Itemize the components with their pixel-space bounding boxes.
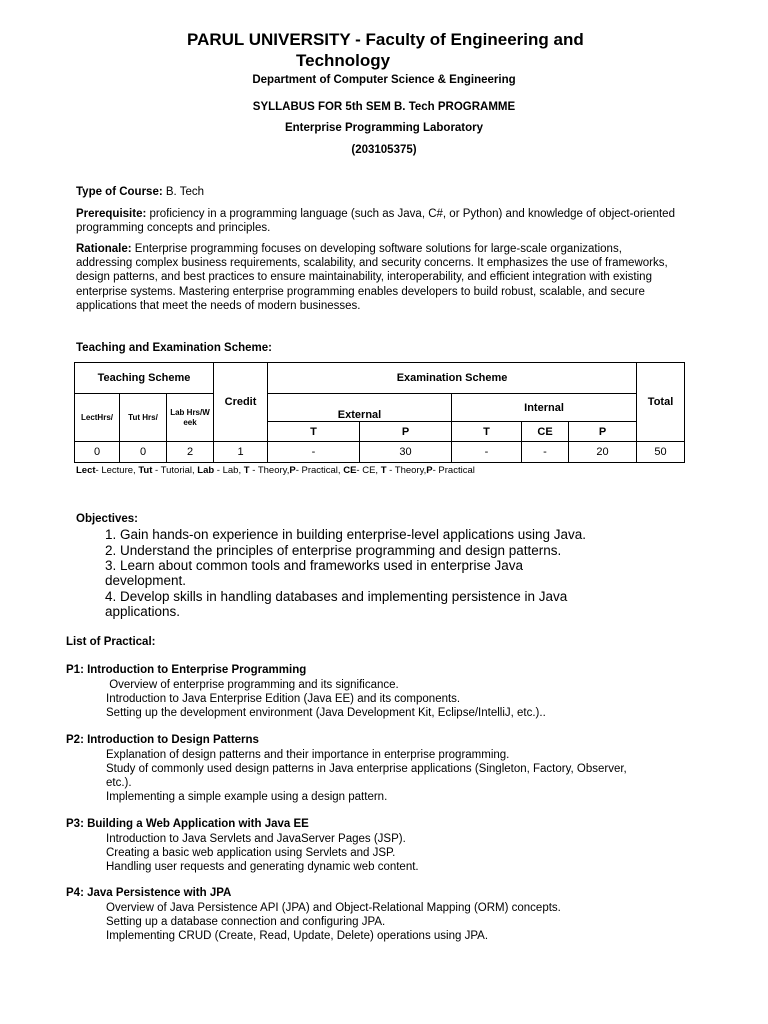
course-code: (203105375) [351,144,417,156]
external-header: External [268,394,452,422]
internal-ce-header: CE [522,422,569,442]
rationale [76,242,676,313]
external-t-header: T [268,422,360,442]
practical-title: P1: Introduction to Enterprise Programming [66,664,307,676]
legend-key: P [426,465,433,476]
scheme-table [74,362,685,463]
practical-title: P3: Building a Web Application with Java EE [66,818,309,830]
legend-value: - Lab, [214,465,244,476]
type-of-course [76,185,676,199]
legend-key: Lab [197,465,215,476]
practical-item: Setting up the development environment (Java Development Kit, Eclipse/IntelliJ, etc.).. [106,707,546,719]
practical-item: Overview of Java Persistence API (JPA) and Object-Relational Mapping (ORM) concepts. [106,902,561,914]
lab-hrs-header: Lab Hrs/W eek [167,394,214,442]
external-p-header: P [360,422,452,442]
internal-ce-value: - [522,442,569,463]
examination-scheme-header: Examination Scheme [268,363,637,394]
legend-value: - CE, [356,465,381,476]
legend-value: - Tutorial, [152,465,198,476]
external-t-value: - [268,442,360,463]
page-title-line1: PARUL UNIVERSITY - Faculty of Engineering and [187,30,584,49]
objective-item: 4. Develop skills in handling databases and implementing persistence in Java applications. [105,588,568,619]
objective-item: 1. Gain hands-on experience in building enterprise-level applications using Java. [105,527,587,542]
lect-value: 0 [75,442,120,463]
department: Department of Computer Science & Engineering [252,74,516,86]
tut-value: 0 [120,442,167,463]
practical-title: P4: Java Persistence with JPA [66,887,232,899]
scheme-heading: Teaching and Examination Scheme: [76,342,272,354]
lab-value: 2 [167,442,214,463]
course-name: Enterprise Programming Laboratory [284,122,484,134]
teaching-scheme-header: Teaching Scheme [75,363,214,394]
external-p-value: 30 [360,442,452,463]
practicals-heading: List of Practical: [66,636,156,648]
rationale-value: Enterprise programming focuses on developing software solutions for large-scale organizations, addressing complex business requirements, scalability, and security concerns. It emphasizes the use of frameworks, design patterns, and best practices to ensure maintainability, interoperability, and efficient integration with existing enterprise systems. Mastering enterprise programming enables developers to build robust, scalable, and secure applications that meet the needs of modern businesses. [76,243,668,312]
lect-hrs-header: LectHrs/ [75,394,120,442]
internal-p-value: 20 [569,442,637,463]
objective-item: 3. Learn about common tools and frameworks used in enterprise Java development. [105,558,523,589]
prereq-label: Prerequisite: [76,208,147,220]
internal-header: Internal [452,394,637,422]
legend-value: - Practical, [295,465,344,476]
rationale-label: Rationale: [76,243,132,255]
legend-value: - Theory, [249,465,290,476]
practical-item: Introduction to Java Servlets and JavaServer Pages (JSP). [106,833,406,845]
legend-key: T [243,465,250,476]
legend-value: - Lecture, [95,465,139,476]
objectives-heading: Objectives: [76,513,138,525]
type-value: B. Tech [165,186,205,198]
practical-item: Overview of enterprise programming and its significance. [106,679,399,691]
practical-item: Study of commonly used design patterns in Java enterprise applications (Singleton, Factory, Observer, etc.). [106,763,627,789]
practical-title: P2: Introduction to Design Patterns [66,734,259,746]
type-label: Type of Course: [76,186,163,198]
legend-value: - Theory, [386,465,427,476]
credit-value: 1 [214,442,268,463]
page-title-line2: Technology [296,51,391,70]
objective-item: 2. Understand the principles of enterprise programming and design patterns. [105,542,562,558]
internal-t-header: T [452,422,522,442]
practical-item: Explanation of design patterns and their importance in enterprise programming. [106,749,510,761]
tut-hrs-header: Tut Hrs/ [120,394,167,442]
syllabus-heading: SYLLABUS FOR 5th SEM B. Tech PROGRAMME [252,101,516,113]
legend-key: CE [343,465,357,476]
legend-value: - Practical [432,465,475,476]
scheme-legend [76,465,475,476]
total-value: 50 [637,442,685,463]
practical-item: Introduction to Java Enterprise Edition (Java EE) and its components. [106,693,461,705]
practical-item: Creating a basic web application using Servlets and JSP. [106,847,396,859]
practical-item: Implementing a simple example using a design pattern. [106,791,388,803]
prerequisite [76,207,676,235]
practical-item: Setting up a database connection and configuring JPA. [106,916,386,928]
total-header: Total [637,363,685,442]
legend-key: Tut [138,465,153,476]
practical-item: Implementing CRUD (Create, Read, Update, Delete) operations using JPA. [106,930,489,942]
credit-header: Credit [214,363,268,442]
legend-key: T [380,465,387,476]
internal-p-header: P [569,422,637,442]
legend-key: Lect [76,465,96,476]
practical-item: Handling user requests and generating dynamic web content. [106,861,419,873]
legend-key: P [289,465,296,476]
internal-t-value: - [452,442,522,463]
prereq-value: proficiency in a programming language (such as Java, C#, or Python) and knowledge of object-oriented programming concepts and principles. [76,208,675,235]
